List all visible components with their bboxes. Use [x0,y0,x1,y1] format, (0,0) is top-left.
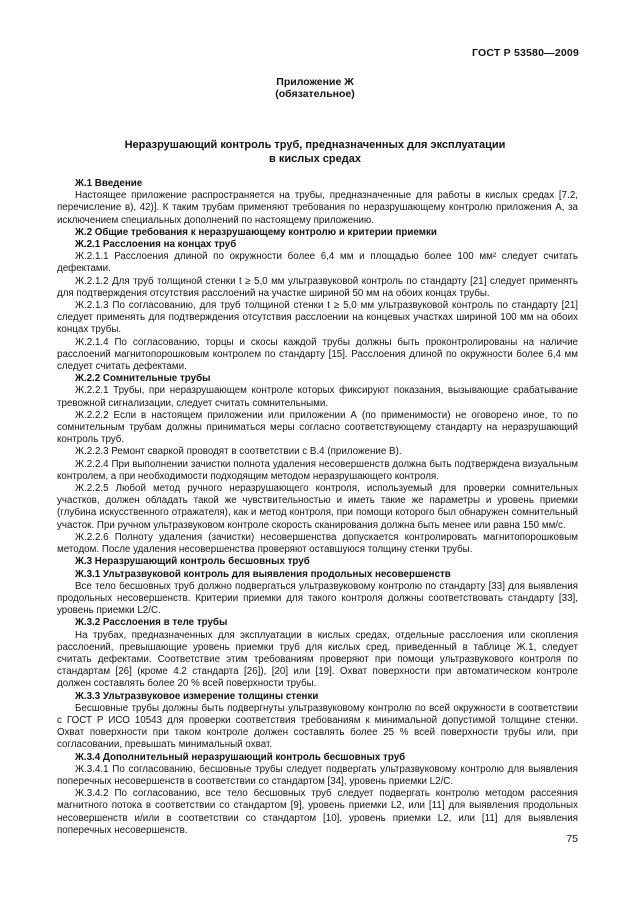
body-paragraph: Ж.3.4.2 По согласованию, все тело бесшовных труб следует подвергать контролю методом рассеяния магнитного потока в соответствии со стандартом [9], уровень приемки L2, или [11] для выявления продольных несовершенств и/или в соответствии со стандартом [10], уровень приемки L2, или [11] для выявления поперечных несовершенств. [57,788,578,836]
body-paragraph: Ж.2.2.5 Любой метод ручного неразрушающего контроля, используемый для проверки сомнительных участков, должен обладать такой же чувствительностью и иметь такие же параметры и уровень приемки (глубина искусственного отражателя), как и метод контроля, при помощи которого был обнаружен сомнительный участок. При ручном ультразвуковом контроле скорость сканирования должна быть менее или равна 150 мм/с. [57,483,578,531]
section-heading: Ж.3.2 Расслоения в теле трубы [75,617,228,629]
section-heading: Ж.2 Общие требования к неразрушающему контролю и критерии приемки [75,226,437,238]
page-title-line2: в кислых средах [269,152,361,165]
body-paragraph: Настоящее приложение распространяется на трубы, предназначенные для работы в кислых средах [7.2, перечисление в), 42)]. К таким трубам применяют требования по неразрушающему контролю приложения А, за исключением специальных дополнений по настоящему приложению. [57,190,578,226]
body-paragraph: Ж.2.1.4 По согласованию, торцы и скосы каждой трубы должны быть проконтролированы на наличие расслоений магнитопорошковым контролем по стандарту [15]. Расслоения длиной по окружности более 6,4 мм следует считать дефектами. [57,336,578,373]
section-heading: Ж.2.2 Сомнительные трубы [75,373,211,385]
section-heading: Ж.1 Введение [75,178,143,189]
section-heading: Ж.3.4 Дополнительный неразрушающий контроль бесшовных труб [75,751,406,763]
appendix-status: (обязательное) [275,88,355,100]
body-paragraph: Ж.3.4.1 По согласованию, бесшовные трубы следует подвергать ультразвуковому контролю для выявления поперечных несовершенств в соответствии со стандартом [34], уровень приемки L2/C. [57,763,578,787]
body-paragraph: Ж.2.2.1 Трубы, при неразрушающем контроле которых фиксируют показания, вызывающие срабатывание тревожной сигнализации, следует считать сомнительными. [57,385,578,409]
page-title [0,100,630,166]
body-paragraph: Бесшовные трубы должны быть подвергнуты ультразвуковому контролю по всей окружности в соответствии с ГОСТ Р ИСО 10543 для проверки соответствия требованиям к минимальной допустимой толщине стенки. Охват поверхности при таком контроле должен составлять более 25 % всей поверхности трубы или, при согласовании, превышать минимальный охват. [57,702,578,751]
body-paragraph: Ж.2.2.4 При выполнении зачистки полнота удаления несовершенств должна быть подтверждена визуальным контролем, а при необходимости подходящим методом неразрушающего контроля. [57,458,578,482]
body-paragraph: Ж.2.1.2 Для труб толщиной стенки t ≥ 5,0 мм ультразвуковой контроль по стандарту [21] следует применять для подтверждения отсутствия расслоений на участке шириной 50 мм на обоих концах трубы. [57,275,578,299]
body-paragraph: На трубах, предназначенных для эксплуатации в кислых средах, отдельные расслоения или скопления расслоений, превышающие уровень приемки труб для кислых сред, приведенный в таблице Ж.1, следует считать дефектами. Соответствие этим требованиям проверяют при помощи ультразвукового контроля по стандартам [26] (кроме 4.2 стандарта [26]), [20] или [19]. Охват поверхности при автоматическом контроле должен составлять более 20 % всей поверхности трубы. [57,629,578,690]
body-paragraph: Ж.2.1.3 По согласованию, для труб толщиной стенки t ≥ 5,0 мм ультразвуковой контроль по стандарту [21] следует применять для подтверждения отсутствия расслоении на концевых участках шириной 100 мм на обоих концах трубы. [57,300,578,336]
body-paragraph: Ж.2.2.3 Ремонт сваркой проводят в соответствии с В.4 (приложение В). [75,446,402,458]
section-heading: Ж.3.3 Ультразвуковое измерение толщины стенки [75,690,319,702]
body-paragraph: Ж.2.2.6 Полноту удаления (зачистки) несовершенства допускается контролировать магнитопорошковым методом. После удаления несовершенства проверяют оставшуюся толщину стенки трубы. [57,531,578,556]
content-blocks [57,178,578,837]
doc-ref: ГОСТ Р 53580—2009 [471,47,579,59]
body-paragraph: Ж.2.2.2 Если в настоящем приложении или приложении А (по применимости) не оговорено иное, то по сомнительным трубам должны приниматься меры согласно соответствующему стандарту на неразрушающий контроль труб. [57,409,578,446]
body-paragraph: Ж.2.1.1 Расслоения длиной по окружности более 6,4 мм и площадью более 100 мм² следует считать дефектами. [57,251,578,275]
section-heading: Ж.3 Неразрушающий контроль бесшовных труб [75,556,310,568]
page-number: 75 [566,833,578,845]
section-heading: Ж.2.1 Расслоения на концах труб [75,239,237,251]
section-heading: Ж.3.1 Ультразвуковой контроль для выявления продольных несовершенств [75,568,451,580]
page-title-line1: Неразрушающий контроль труб, предназначенных для эксплуатации [124,139,506,151]
body-paragraph: Все тело бесшовных труб должно подвергаться ультразвуковому контролю по стандарту [33] для выявления продольных несовершенств. Критерии приемки для такого контроля должны соответствовать стандарту [33], уровень приемки L2/C. [57,580,578,617]
appendix-label: Приложение Ж [276,76,354,88]
